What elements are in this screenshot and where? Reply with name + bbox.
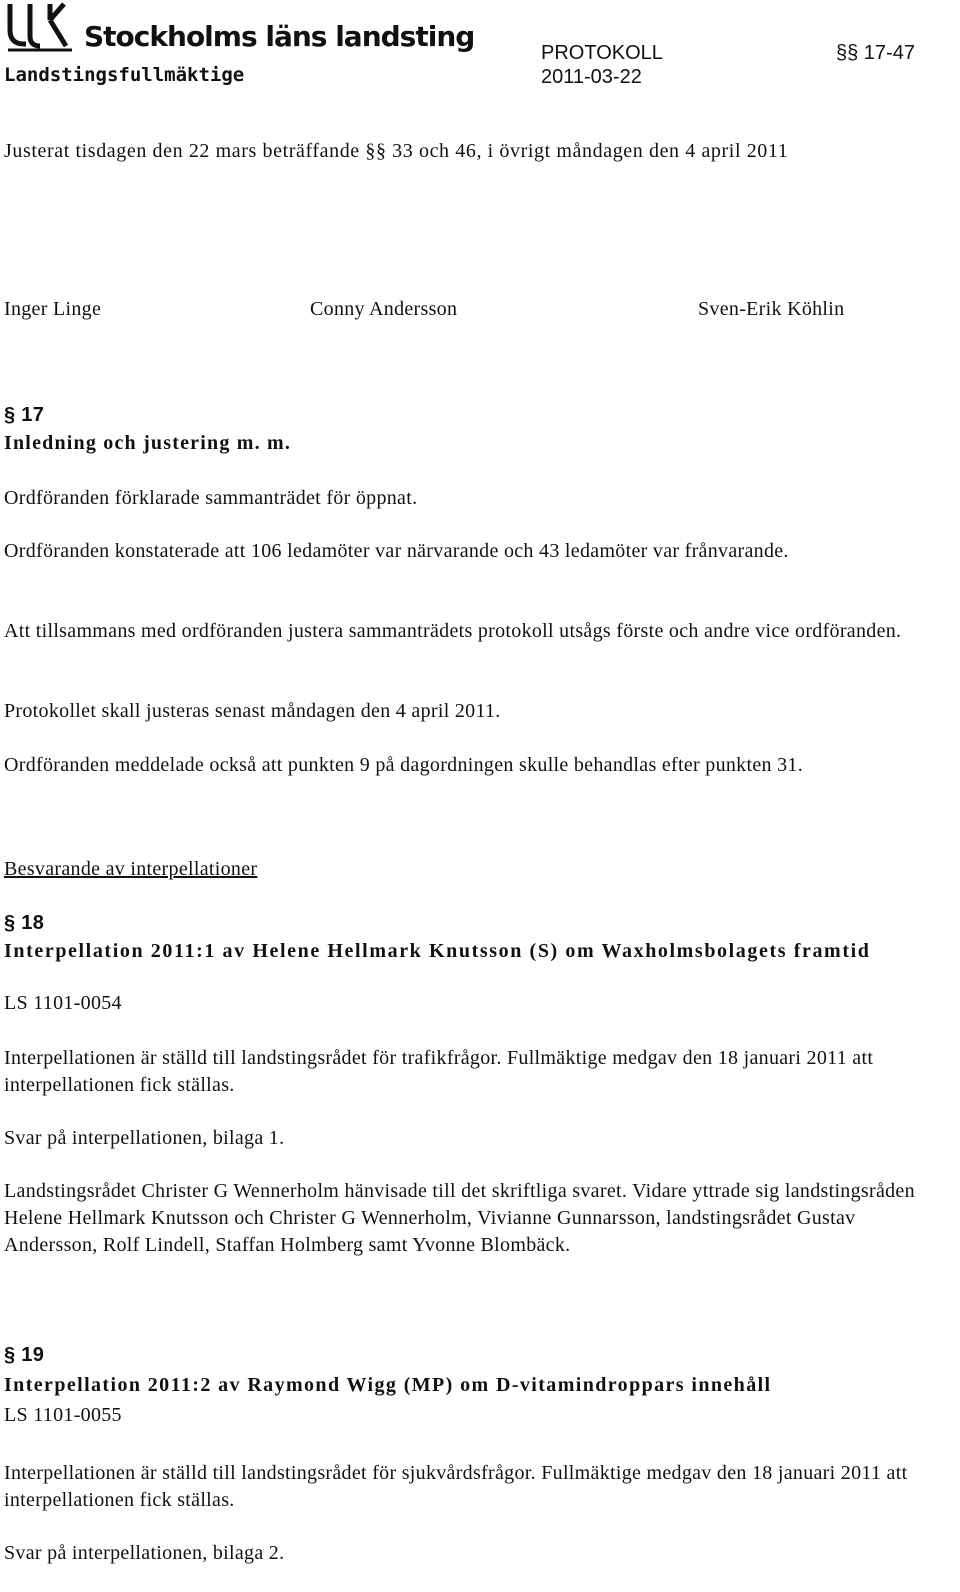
doc-date: 2011-03-22 <box>541 66 642 88</box>
signatory-1: Inger Linge <box>4 298 102 320</box>
section-number-19: § 19 <box>4 1344 45 1366</box>
paragraphs-ref: §§ 17-47 <box>836 42 915 64</box>
paragraph: Ordföranden meddelade också att punkten 9 på dagordningen skulle behandlas efter punkten 31. <box>4 754 804 776</box>
organisation-name: Landstingsfullmäktige <box>4 64 245 86</box>
paragraph: Interpellationen är ställd till landstingsrådet för trafikfrågor. Fullmäktige medgav den 18 januari 2011 att interpellationen fick ställas. <box>4 1047 874 1096</box>
paragraph: Svar på interpellationen, bilaga 1. <box>4 1127 285 1149</box>
case-ref-19: LS 1101-0055 <box>4 1404 122 1426</box>
case-ref-18: LS 1101-0054 <box>4 992 122 1014</box>
signatory-3: Sven-Erik Köhlin <box>698 298 845 320</box>
section-title-17: Inledning och justering m. m. <box>4 432 292 454</box>
logo-text: Stockholms läns landsting <box>84 20 475 53</box>
subheading: Besvarande av interpellationer <box>4 858 258 880</box>
paragraph: Interpellationen är ställd till landstingsrådet för sjukvårdsfrågor. Fullmäktige medgav den 18 januari 2011 att interpellationen fick ställas. <box>4 1462 908 1511</box>
doc-type: PROTOKOLL <box>541 42 663 64</box>
interpellation-title-18: Interpellation 2011:1 av Helene Hellmark Knutsson (S) om Waxholmsbolagets framtid <box>4 940 871 962</box>
paragraph: Protokollet skall justeras senast måndagen den 4 april 2011. <box>4 700 501 722</box>
section-number-18: § 18 <box>4 912 45 934</box>
section-number-17: § 17 <box>4 404 45 426</box>
paragraph: Svar på interpellationen, bilaga 2. <box>4 1542 285 1564</box>
paragraph: Ordföranden förklarade sammanträdet för öppnat. <box>4 487 418 509</box>
attestation-line: Justerat tisdagen den 22 mars beträffande §§ 33 och 46, i övrigt måndagen den 4 april 2011 <box>4 140 789 162</box>
landsting-logo-icon <box>6 0 74 52</box>
paragraph: Ordföranden konstaterade att 106 ledamöter var närvarande och 43 ledamöter var frånvarande. <box>4 540 789 562</box>
signatory-2: Conny Andersson <box>310 298 458 320</box>
paragraph: Att tillsammans med ordföranden justera sammanträdets protokoll utsågs förste och andre vice ordföranden. <box>4 620 902 642</box>
paragraph: Landstingsrådet Christer G Wennerholm hänvisade till det skriftliga svaret. Vidare yttrade sig landstingsråden Helene Hellmark Knutsson och Christer G Wennerholm, Vivianne Gunnarsson, landstingsrådet Gustav Andersson, Rolf Lindell, Staffan Holmberg samt Yvonne Blombäck. <box>4 1180 915 1256</box>
interpellation-title-19: Interpellation 2011:2 av Raymond Wigg (MP) om D-vitamindroppars innehåll <box>4 1374 772 1396</box>
